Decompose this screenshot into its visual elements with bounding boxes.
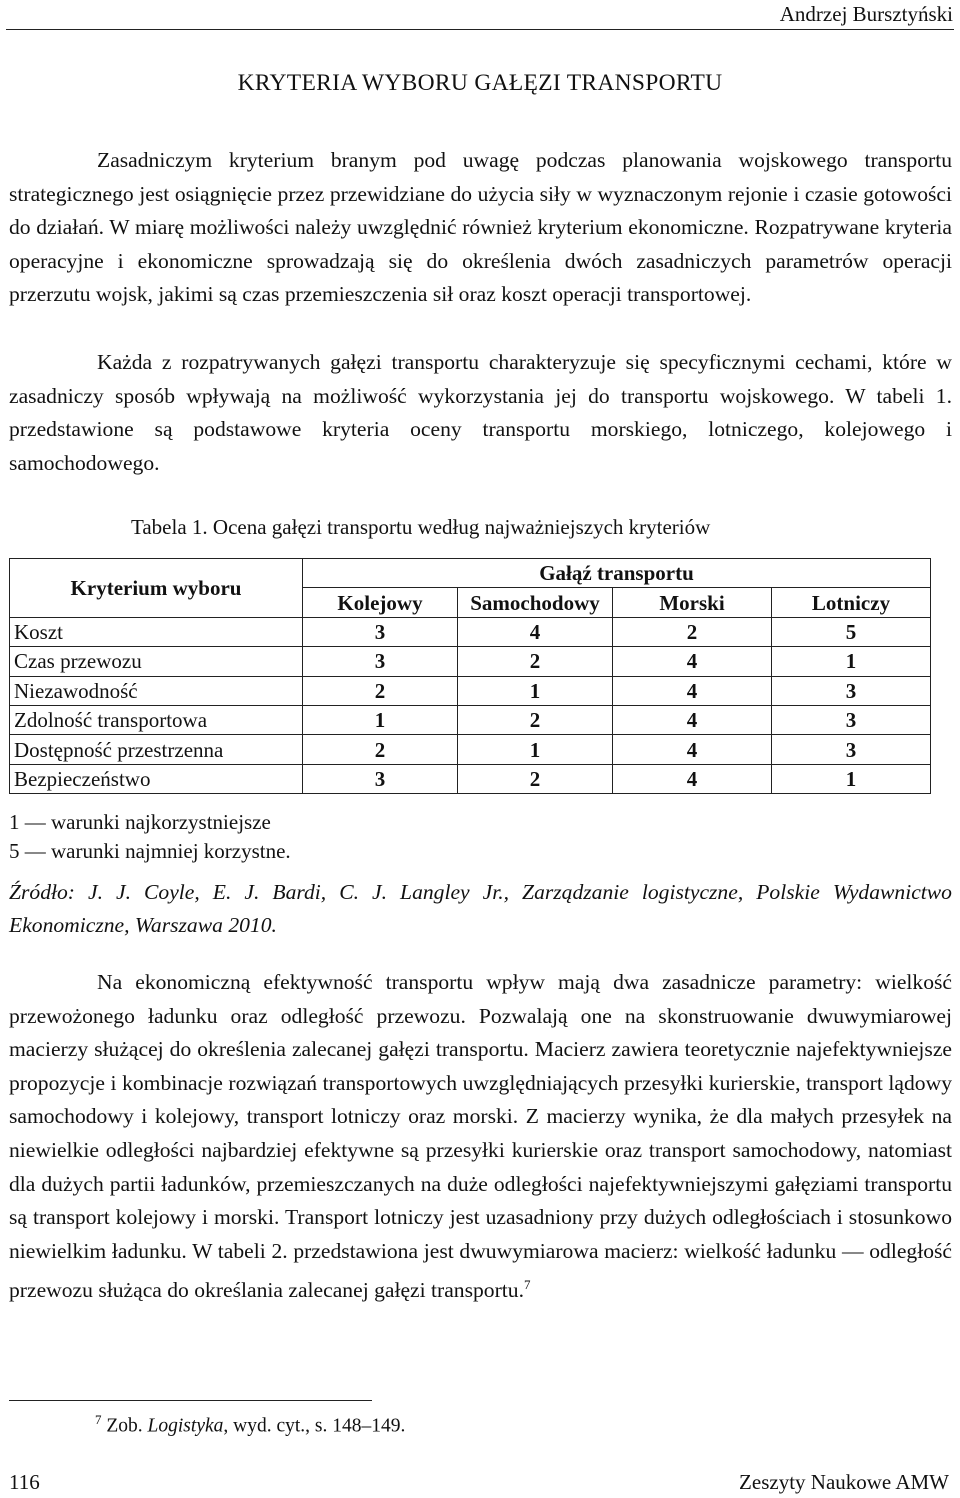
source-text: J. J. Coyle, E. J. Bardi, C. J. Langley Jr., Zarządzanie logistyczne, Polskie Wydawnictwo Ekonomiczne, Warszawa 2010. (9, 880, 952, 937)
cell-value: 1 (458, 735, 613, 764)
cell-value: 4 (458, 617, 613, 646)
paragraph-1 (9, 144, 952, 346)
column-header: Samochodowy (458, 588, 613, 617)
cell-value: 1 (458, 676, 613, 705)
cell-value: 4 (613, 764, 772, 793)
paragraph-3-text: Na ekonomiczną efektywność transportu wpływ mają dwa zasadnicze parametry: wielkość przewożonego ładunku oraz odległość przewozu. Pozwalają one na skonstruowanie dwuwymiarowej macierzy służącej do określenia zalecanej gałęzi transportu. Macierz zawiera teoretycznie najefektywniejsze propozycje i kombinacje rozwiązań transportowych uwzględniających przesyłki kurierskie, transport lądowy samochodowy i kolejowy, transport lotniczy oraz morski. Z macierzy wynika, że dla małych przesyłek na niewielkie odległości najbardziej efektywne są przesyłki kurierskie oraz transport samochodowy, natomiast dla dużych partii ładunków, przemieszczanych na duże odległości najefektywniejszymi gałęziami transportu są transport kolejowy i morski. Transport lotniczy jest uzasadniony przy dużych odległościach i stosunkowo niewielkim ładunku. W tabeli 2. przedstawiona jest dwuwymiarowa macierz: wielkość ładunku — odległość przewozu służąca do określania zalecanej gałęzi transportu. (9, 970, 952, 1303)
cell-value: 4 (613, 735, 772, 764)
page-number: 116 (9, 1470, 40, 1494)
row-name: Niezawodność (10, 676, 303, 705)
row-name: Czas przewozu (10, 647, 303, 676)
table-row (10, 735, 931, 764)
column-header: Lotniczy (772, 588, 931, 617)
cell-value: 2 (613, 617, 772, 646)
row-name: Dostępność przestrzenna (10, 735, 303, 764)
cell-value: 2 (458, 764, 613, 793)
cell-value: 4 (613, 705, 772, 734)
table-row (10, 647, 931, 676)
column-header: Morski (613, 588, 772, 617)
group-header: Gałąź transportu (303, 559, 931, 588)
cell-value: 4 (613, 676, 772, 705)
cell-value: 3 (303, 764, 458, 793)
cell-value: 3 (772, 676, 931, 705)
legend-worst: 5 — warunki najmniej korzystne. (9, 839, 291, 863)
header-rule (6, 29, 954, 30)
cell-value: 3 (772, 735, 931, 764)
paragraph-2: Każda z rozpatrywanych gałęzi transportu charakteryzuje się specyficznymi cechami, które w zasadniczy sposób wpływają na możliwość wykorzystania jej do transportu wojskowego. W tabeli 1. przedstawione są podstawowe kryteria oceny transportu morskiego, lotniczego, kolejowego i samochodowego. (9, 350, 952, 475)
cell-value: 5 (772, 617, 931, 646)
footnote-title: Logistyka (147, 1415, 224, 1437)
table-row (10, 617, 931, 646)
column-header: Kolejowy (303, 588, 458, 617)
cell-value: 3 (303, 647, 458, 676)
paragraph-1-text: Zasadniczym kryterium branym pod uwagę podczas planowania wojskowego transportu strategicznego jest osiągnięcie przez przewidziane do użycia siły w wyznaczonym rejonie i czasie gotowości do działań. W miarę możliwości należy uwzględnić również kryterium ekonomiczne. Rozpatrywane kryteria operacyjne i ekonomiczne sprowadzają się do określenia dwóch zasadniczych parametrów operacji przerzutu wojsk, jakimi są czas przemieszczenia sił oraz koszt operacji transportowej. (9, 148, 952, 307)
source-label: Źródło: (9, 880, 89, 904)
cell-value: 1 (772, 764, 931, 793)
footnote-number: 7 (95, 1412, 102, 1427)
cell-value: 1 (772, 647, 931, 676)
table-source (9, 876, 952, 942)
footnote (95, 1412, 405, 1438)
footnote-rest: , wyd. cyt., s. 148–149. (223, 1415, 406, 1437)
footnote-prefix: Zob. (106, 1415, 148, 1437)
footnote-ref: 7 (524, 1277, 531, 1293)
row-name: Bezpieczeństwo (10, 764, 303, 793)
table-row (10, 764, 931, 793)
table-row (10, 705, 931, 734)
legend-best: 1 — warunki najkorzystniejsze (9, 810, 271, 834)
section-title: KRYTERIA WYBORU GAŁĘZI TRANSPORTU (237, 70, 723, 96)
cell-value: 4 (613, 647, 772, 676)
journal-name: Zeszyty Naukowe AMW (739, 1470, 949, 1494)
footnote-rule (9, 1400, 372, 1401)
criterion-header: Kryterium wyboru (10, 559, 303, 618)
cell-value: 2 (458, 647, 613, 676)
cell-value: 2 (458, 705, 613, 734)
criteria-table (9, 558, 931, 794)
row-name: Koszt (10, 617, 303, 646)
table-header-row (10, 559, 931, 588)
table-row (10, 676, 931, 705)
table-caption: Tabela 1. Ocena gałęzi transportu według najważniejszych kryteriów (131, 515, 711, 539)
cell-value: 3 (772, 705, 931, 734)
cell-value: 2 (303, 735, 458, 764)
header-author: Andrzej Bursztyński (779, 2, 953, 26)
paragraph-3 (9, 966, 952, 1308)
cell-value: 1 (303, 705, 458, 734)
cell-value: 2 (303, 676, 458, 705)
cell-value: 3 (303, 617, 458, 646)
row-name: Zdolność transportowa (10, 705, 303, 734)
